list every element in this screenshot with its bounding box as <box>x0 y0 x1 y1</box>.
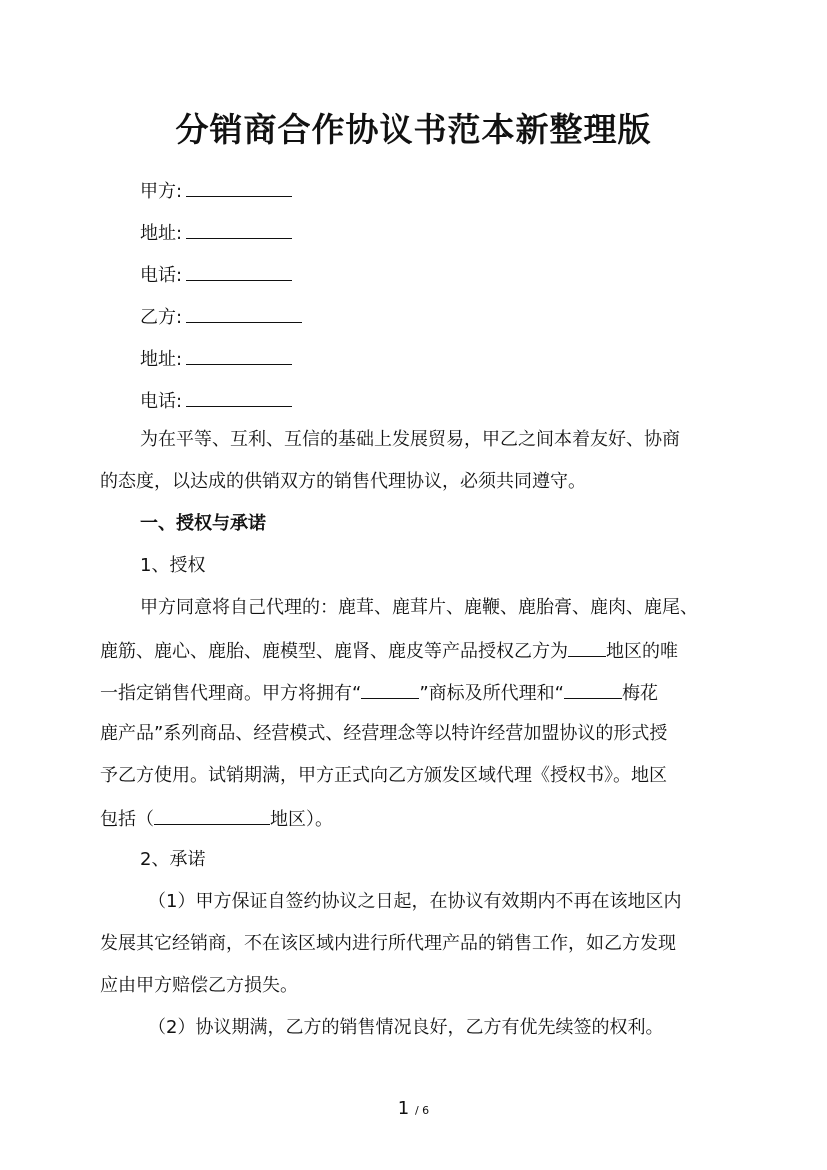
party-b-phone-field <box>140 386 292 414</box>
party-b-address-field <box>140 344 292 372</box>
para1-line-2 <box>100 638 678 664</box>
party-b-phone-blank <box>186 386 292 407</box>
para1-line-3-text-a: 一指定销售代理商。甲方将拥有“ <box>100 683 362 704</box>
page-number <box>0 1098 827 1119</box>
party-b-address-blank <box>186 344 292 365</box>
para1-line-6-text-b: 地区）。 <box>270 809 333 830</box>
para1-line-3-text-c: 梅花 <box>621 683 658 704</box>
area-blank <box>154 806 270 825</box>
party-b-blank <box>186 302 302 323</box>
party-b-label: 乙方: <box>140 307 183 328</box>
party-a-address-label: 地址: <box>140 223 183 244</box>
trademark-blank <box>361 680 419 699</box>
party-b-address-label: 地址: <box>140 349 183 370</box>
para1-line-3 <box>100 680 658 706</box>
para1-line-6-text-a: 包括（ <box>100 809 154 830</box>
party-a-phone-blank <box>186 260 292 281</box>
subsection-2-heading: 2、承诺 <box>140 849 206 870</box>
document-title: 分销商合作协议书范本新整理版 <box>175 110 652 149</box>
region-blank <box>568 638 606 657</box>
para3-line-1: （2）协议期满，乙方的销售情况良好，乙方有优先续签的权利。 <box>148 1017 664 1038</box>
party-a-blank <box>186 176 292 197</box>
party-a-label: 甲方: <box>140 181 183 202</box>
section-1-heading: 一、授权与承诺 <box>140 513 266 534</box>
para1-line-5: 予乙方使用。试销期满，甲方正式向乙方颁发区域代理《授权书》。地区 <box>100 765 667 786</box>
para1-line-2-text-b: 地区的唯 <box>606 641 678 662</box>
party-b-field <box>140 302 302 330</box>
current-page: 1 <box>397 1098 410 1119</box>
para2-line-2: 发展其它经销商，不在该区域内进行所代理产品的销售工作，如乙方发现 <box>100 933 676 954</box>
para1-line-6 <box>100 806 333 832</box>
party-a-address-blank <box>186 218 292 239</box>
party-a-phone-label: 电话: <box>140 265 183 286</box>
party-a-field <box>140 176 292 204</box>
para2-line-1: （1）甲方保证自签约协议之日起，在协议有效期内不再在该地区内 <box>148 891 682 912</box>
party-a-address-field <box>140 218 292 246</box>
para1-line-1: 甲方同意将自己代理的：鹿茸、鹿茸片、鹿鞭、鹿胎膏、鹿肉、鹿尾、 <box>140 597 698 618</box>
para1-line-3-text-b: ”商标及所代理和“ <box>419 683 564 704</box>
party-b-phone-label: 电话: <box>140 391 183 412</box>
para1-line-2-text-a: 鹿筋、鹿心、鹿胎、鹿模型、鹿肾、鹿皮等产品授权乙方为 <box>100 641 568 662</box>
para2-line-3: 应由甲方赔偿乙方损失。 <box>100 975 298 996</box>
subsection-1-heading: 1、授权 <box>140 555 206 576</box>
party-a-phone-field <box>140 260 292 288</box>
para1-line-4: 鹿产品”系列商品、经营模式、经营理念等以特许经营加盟协议的形式授 <box>100 723 668 744</box>
total-pages: / 6 <box>414 1104 430 1117</box>
intro-line-2: 的态度，以达成的供销双方的销售代理协议，必须共同遵守。 <box>100 471 586 492</box>
brand-blank <box>564 680 622 699</box>
intro-line-1: 为在平等、互利、互信的基础上发展贸易，甲乙之间本着友好、协商 <box>140 429 680 450</box>
